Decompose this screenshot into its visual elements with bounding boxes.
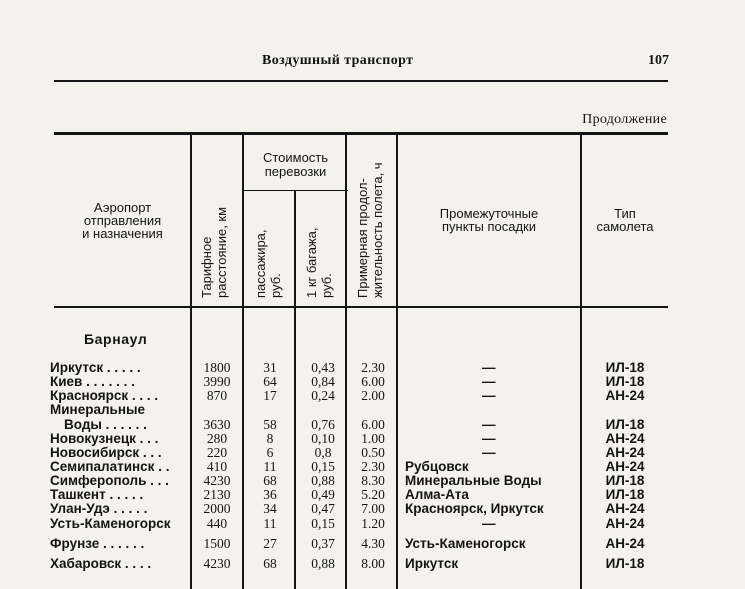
airport-cell: Хабаровск . . . .	[50, 556, 152, 571]
group-title: Барнаул	[84, 331, 148, 347]
table-row	[0, 375, 745, 389]
airport-cell: Улан-Удэ . . . . .	[50, 501, 148, 516]
passenger-cost-cell: 11	[263, 459, 277, 474]
duration-cell: 4.30	[361, 536, 385, 551]
stops-cell: —	[482, 360, 496, 375]
distance-cell: 3630	[203, 417, 231, 432]
distance-header-line-2: расстояние, км	[214, 206, 229, 298]
baggage-cost-cell: 0,15	[311, 516, 335, 531]
baggage-cost-cell: 0,43	[311, 360, 335, 375]
duration-cell: 1.00	[361, 431, 385, 446]
duration-header-line-2: жительность полета, ч	[370, 162, 385, 298]
header-rule	[54, 80, 668, 82]
airport-cell: Новокузнецк . . .	[50, 431, 159, 446]
stops-cell: —	[482, 445, 496, 460]
stops-header	[398, 207, 580, 233]
distance-cell: 4230	[203, 556, 231, 571]
passenger-cost-cell: 64	[263, 374, 277, 389]
plane-cell: ИЛ-18	[605, 556, 645, 571]
plane-cell: АН-24	[605, 459, 645, 474]
table-row	[0, 502, 745, 516]
stops-cell: Красноярск, Иркутск	[405, 501, 544, 516]
airport-cell: Иркутск . . . . .	[50, 360, 141, 375]
duration-cell: 6.00	[361, 417, 385, 432]
baggage-cost-cell: 0,84	[311, 374, 335, 389]
passenger-cost-cell: 36	[263, 487, 277, 502]
airport-cell: Новосибирск . . .	[50, 445, 162, 460]
stops-cell: —	[482, 374, 496, 389]
duration-cell: 2.00	[361, 388, 385, 403]
plane-cell: ИЛ-18	[605, 360, 645, 375]
plane-cell: АН-24	[605, 445, 645, 460]
passenger-header-line-1: пассажира,	[253, 229, 268, 298]
plane-cell: АН-24	[605, 501, 645, 516]
duration-cell: 8.00	[361, 556, 385, 571]
plane-cell: АН-24	[605, 536, 645, 551]
baggage-cost-cell: 0,76	[311, 417, 335, 432]
table-row	[0, 446, 745, 460]
stops-cell: Алма-Ата	[405, 487, 469, 502]
stops-cell: —	[482, 516, 496, 531]
duration-cell: 1.20	[361, 516, 385, 531]
page-number: 107	[648, 53, 669, 68]
table-row	[0, 403, 745, 417]
plane-header	[582, 207, 668, 233]
airport-cell: Симферополь . . .	[50, 473, 169, 488]
distance-cell: 410	[206, 459, 228, 474]
passenger-cost-cell: 68	[263, 556, 277, 571]
plane-cell: ИЛ-18	[605, 473, 645, 488]
plane-cell: ИЛ-18	[605, 487, 645, 502]
plane-cell: АН-24	[605, 516, 645, 531]
airport-cell: Ташкент . . . . .	[50, 487, 144, 502]
stops-cell: —	[482, 431, 496, 446]
distance-cell: 2000	[203, 501, 231, 516]
duration-cell: 8.30	[361, 473, 385, 488]
duration-cell: 0.50	[361, 445, 385, 460]
baggage-cost-cell: 0,10	[311, 431, 335, 446]
distance-cell: 220	[206, 445, 228, 460]
distance-cell: 280	[206, 431, 228, 446]
plane-cell: АН-24	[605, 388, 645, 403]
table-row	[0, 389, 745, 403]
table-row	[0, 488, 745, 502]
passenger-cost-cell: 8	[266, 431, 274, 446]
cost-group-header	[244, 151, 347, 179]
passenger-cost-cell: 17	[263, 388, 277, 403]
duration-header-line-1: Примерная продол-	[355, 178, 370, 298]
airport-cell: Усть-Каменогорск	[50, 516, 171, 531]
table-row	[0, 432, 745, 446]
table-top-rule	[54, 132, 668, 135]
stops-cell: Минеральные Воды	[405, 473, 542, 488]
table-row	[0, 460, 745, 474]
plane-header-line-1: Тип	[614, 206, 636, 221]
duration-cell: 2.30	[361, 360, 385, 375]
table-row	[0, 474, 745, 488]
airport-header-line-2: отправления	[83, 213, 162, 228]
cost-group-line-1: Стоимость	[262, 150, 329, 165]
stops-cell: —	[482, 417, 496, 432]
airport-header	[60, 201, 185, 240]
passenger-cost-cell: 31	[263, 360, 277, 375]
table-row	[0, 517, 745, 531]
distance-cell: 870	[206, 388, 228, 403]
table-row	[0, 361, 745, 375]
baggage-header-line-1: 1 кг багажа,	[304, 227, 319, 298]
continued-label: Продолжение	[582, 112, 667, 127]
duration-cell: 6.00	[361, 374, 385, 389]
baggage-cost-cell: 0,49	[311, 487, 335, 502]
airport-cell: Красноярск . . . .	[50, 388, 159, 403]
airport-cell: Киев . . . . . . .	[50, 374, 135, 389]
airport-cell: Минеральные	[50, 402, 146, 417]
plane-header-line-2: самолета	[596, 219, 654, 234]
table-row	[0, 537, 745, 551]
distance-header-line-1: Тарифное	[199, 236, 214, 298]
distance-cell: 1500	[203, 536, 231, 551]
cost-group-line-2: перевозки	[264, 164, 327, 179]
running-title: Воздушный транспорт	[262, 53, 414, 68]
baggage-cost-cell: 0,47	[311, 501, 335, 516]
baggage-cost-cell: 0,88	[311, 556, 335, 571]
passenger-cost-cell: 68	[263, 473, 277, 488]
airport-cell: Фрунзе . . . . . .	[50, 536, 145, 551]
airport-header-line-1: Аэропорт	[93, 200, 152, 215]
stops-cell: Усть-Каменогорск	[405, 536, 526, 551]
baggage-cost-cell: 0,24	[311, 388, 335, 403]
duration-cell: 5.20	[361, 487, 385, 502]
table-row	[0, 557, 745, 571]
table-header-bottom-rule	[54, 306, 668, 308]
passenger-cost-cell: 6	[266, 445, 274, 460]
distance-cell: 2130	[203, 487, 231, 502]
table-row	[0, 418, 745, 432]
duration-cell: 7.00	[361, 501, 385, 516]
passenger-cost-cell: 58	[263, 417, 277, 432]
passenger-cost-cell: 11	[263, 516, 277, 531]
distance-cell: 1800	[203, 360, 231, 375]
stops-header-line-2: пункты посадки	[442, 219, 536, 234]
baggage-cost-cell: 0,37	[311, 536, 335, 551]
stops-cell: —	[482, 388, 496, 403]
distance-cell: 3990	[203, 374, 231, 389]
baggage-cost-cell: 0,15	[311, 459, 335, 474]
stops-cell: Иркутск	[405, 556, 459, 571]
distance-cell: 4230	[203, 473, 231, 488]
baggage-cost-cell: 0,8	[314, 445, 332, 460]
airport-header-line-3: и назначения	[82, 226, 163, 241]
passenger-header-line-2: руб.	[268, 273, 283, 298]
plane-cell: АН-24	[605, 431, 645, 446]
stops-header-line-1: Промежуточные	[439, 206, 539, 221]
passenger-cost-cell: 27	[263, 536, 277, 551]
duration-cell: 2.30	[361, 459, 385, 474]
airport-cell: Воды . . . . . .	[64, 417, 147, 432]
stops-cell: Рубцовск	[405, 459, 469, 474]
airport-cell: Семипалатинск . .	[50, 459, 170, 474]
plane-cell: ИЛ-18	[605, 374, 645, 389]
passenger-cost-cell: 34	[263, 501, 277, 516]
baggage-cost-cell: 0,88	[311, 473, 335, 488]
plane-cell: ИЛ-18	[605, 417, 645, 432]
baggage-header-line-2: руб.	[319, 273, 334, 298]
distance-cell: 440	[206, 516, 228, 531]
